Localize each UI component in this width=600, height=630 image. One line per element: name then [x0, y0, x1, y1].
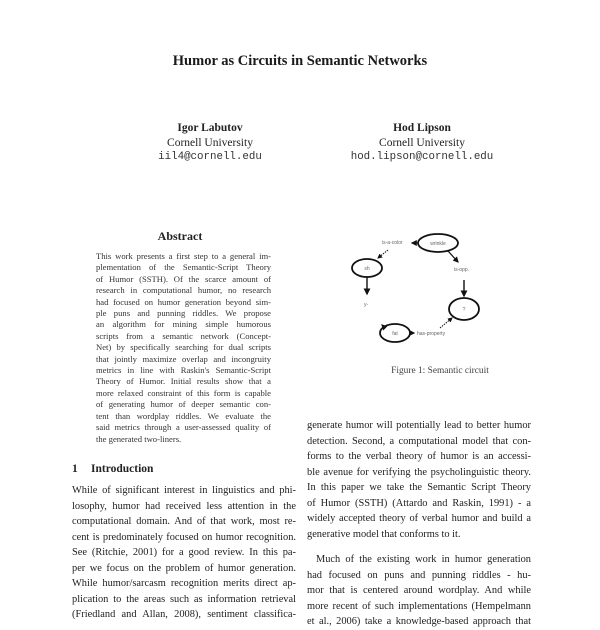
- text-line: Net) by specifically searching for dual scripts: [96, 342, 271, 353]
- text-line: plementation of the Semantic-Script Theory: [96, 262, 271, 273]
- text-line: While humor/sarcasm recognition merits direct ap-: [72, 578, 296, 589]
- text-line: losophy, humor had received less attention in the: [72, 500, 296, 512]
- text-line: of Humor (SSTH). Of the scarce amount of: [96, 273, 271, 284]
- text-line: In this paper we take the Semantic Script Theory: [307, 482, 531, 493]
- edge: [448, 251, 458, 262]
- section-heading: [72, 463, 153, 475]
- text-line: generative model that conforms to it.: [307, 528, 461, 540]
- abstract-body: [96, 251, 271, 445]
- text-line: had focused on puns and punning riddles - hu-: [307, 569, 531, 581]
- author-affiliation: Cornell University: [379, 136, 465, 149]
- section-number: 1: [72, 463, 78, 475]
- paper-title: Humor as Circuits in Semantic Networks: [172, 53, 428, 69]
- author-email: hod.lipson@cornell.edu: [350, 151, 494, 163]
- node-label: fat: [392, 331, 398, 337]
- text-line: metrics in line with Raskin's Semantic-Script: [96, 365, 271, 376]
- text-line: research in computational humor, no research: [96, 285, 271, 296]
- edge-label: has-property: [417, 331, 446, 337]
- text-line: an algorithm for mining simple humorous: [96, 319, 271, 330]
- edge-label: y-: [364, 302, 369, 308]
- intro-left-column: [72, 483, 296, 623]
- paragraph: [307, 552, 531, 630]
- text-line: plication to the areas such as information retrieval: [72, 593, 296, 605]
- text-line: This work presents a first step to a general im-: [96, 251, 271, 261]
- text-line: the generated two-liners.: [96, 433, 182, 444]
- text-line: See (Ritchie, 2001) for a good review. In this pa-: [72, 547, 296, 558]
- text-line: scripts from a semantic network (Concept-: [96, 330, 271, 341]
- text-line: of generating humor of deeper semantic con-: [96, 399, 271, 410]
- text-line: tent than wordplay riddles. We evaluate the: [96, 410, 271, 421]
- abstract-heading: Abstract: [157, 229, 203, 243]
- node-label: wrinkle: [430, 241, 446, 247]
- text-line: had focused on humor generation beyond sim-: [96, 296, 271, 307]
- text-line: more recent of such implementations (Hempelmann: [307, 600, 531, 612]
- author-email: iil4@cornell.edu: [158, 151, 262, 163]
- text-line: computational domain. And of that work, most re-: [72, 516, 296, 527]
- text-line: generate humor will potentially lead to better humor: [307, 420, 531, 431]
- intro-right-column: [307, 418, 531, 630]
- text-line: et al., 2006) take a knowledge-based approach that: [307, 616, 531, 627]
- edge-label: is-a-color: [382, 240, 403, 246]
- text-line: While of significant interest in linguistics and phi-: [72, 485, 296, 496]
- edge-label: is-opp.: [454, 267, 470, 273]
- text-line: that jointly maximize overlap and incongruity: [96, 353, 271, 364]
- edge: [440, 318, 452, 328]
- text-line: said metrics through a user-assessed quality of: [96, 422, 271, 433]
- author-1: [110, 121, 310, 165]
- text-line: ple puns and punning riddles. We propose: [96, 308, 271, 319]
- text-line: forms to the verbal theory of humor is an accessi-: [307, 451, 531, 462]
- author-name: Hod Lipson: [393, 122, 451, 134]
- author-2: [322, 121, 522, 165]
- node-label: sh: [364, 266, 370, 272]
- text-line: more relaxed constraint of this form is capable: [96, 387, 271, 398]
- text-line: detection. Second, a computational model that con-: [307, 435, 531, 447]
- text-line: ble avenue for verifying the psycholinguistic theory.: [307, 466, 531, 478]
- node-label: ?: [462, 307, 466, 313]
- text-line: Much of the existing work in humor generation: [316, 554, 531, 565]
- edge: [378, 250, 388, 258]
- text-line: mor that is centered around wordplay. And while: [307, 585, 531, 596]
- text-line: Theory of Humor. Initial results show that a: [96, 376, 271, 387]
- author-affiliation: Cornell University: [167, 136, 253, 149]
- text-line: widely accepted theory of verbal humor and build a: [307, 513, 531, 524]
- author-name: Igor Labutov: [177, 122, 243, 134]
- semantic-circuit-figure: [340, 228, 530, 348]
- text-line: per we focus on the problem of humor generation.: [72, 562, 296, 574]
- paragraph: [307, 418, 531, 542]
- text-line: of Humor (SSTH) (Attardo and Raskin, 1991) - a: [307, 497, 531, 509]
- text-line: (Friedland and Allan, 2008), sentiment classifica-: [72, 609, 296, 620]
- figure-caption: Figure 1: Semantic circuit: [391, 366, 489, 376]
- text-line: cent is predominately focused on humor recognition.: [72, 531, 296, 543]
- edge: [382, 325, 384, 327]
- section-title: Introduction: [91, 463, 154, 475]
